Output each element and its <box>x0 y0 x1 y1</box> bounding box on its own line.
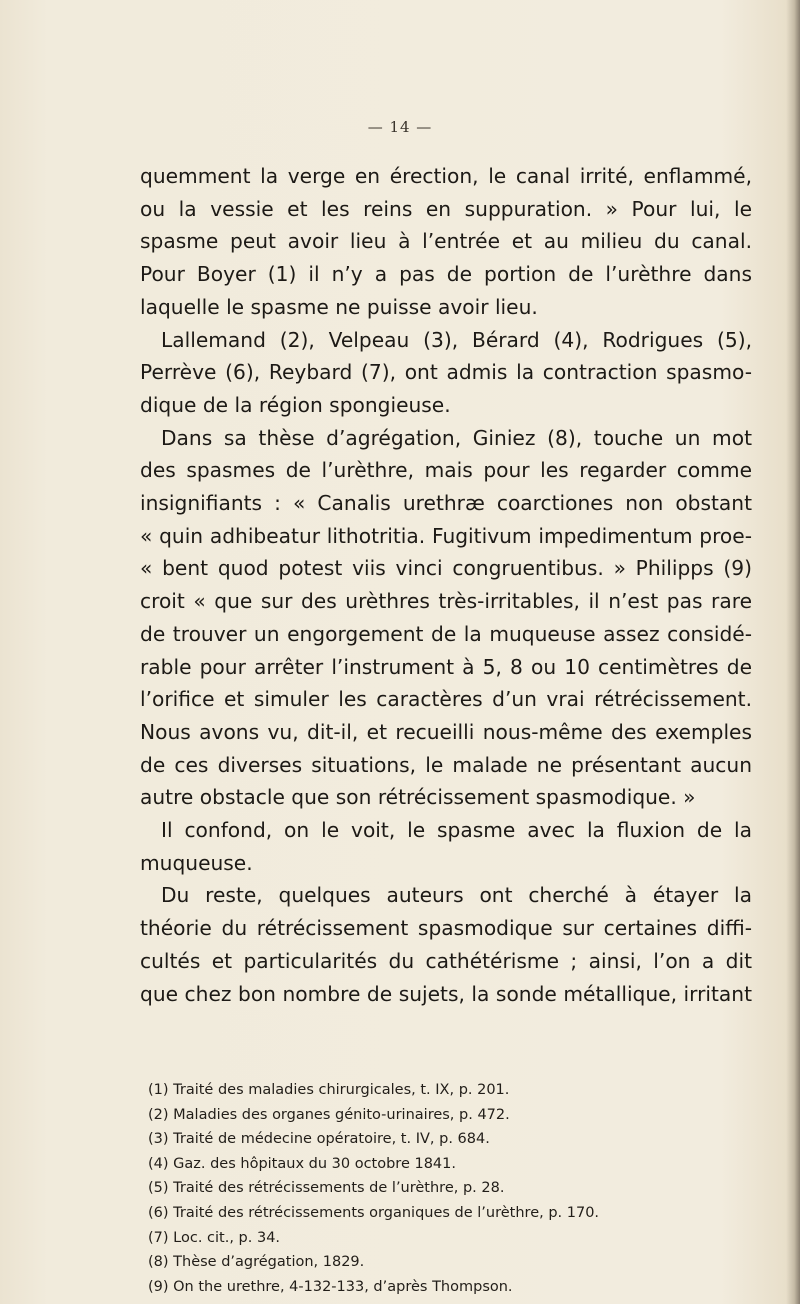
text-line: des spasmes de l’urèthre, mais pour les regarder comme <box>140 458 752 483</box>
footnote-item: (2) Maladies des organes génito-urinaires, p. 472. <box>148 1106 510 1123</box>
main-text <box>140 160 752 1010</box>
text-line: « quin adhibeatur lithotritia. Fugitivum impedimentum proe- <box>140 523 752 548</box>
text-line: l’orifice et simuler les caractères d’un vrai rétrécissement. <box>140 687 752 712</box>
page-number: — 14 — <box>367 118 433 136</box>
text-line: croit « que sur des urèthres très-irritables, il n’est pas rare <box>140 589 752 614</box>
text-line: muqueuse. <box>140 850 253 875</box>
text-line: ou la vessie et les reins en suppuration. » Pour lui, le <box>140 196 752 221</box>
footnote-item: (3) Traité de médecine opératoire, t. IV, p. 684. <box>148 1131 490 1148</box>
footnote-item: (4) Gaz. des hôpitaux du 30 octobre 1841. <box>148 1155 456 1172</box>
text-line: de ces diverses situations, le malade ne présentant aucun <box>140 752 752 777</box>
footnote-item: (9) On the urethre, 4-132-133, d’après Thompson. <box>148 1278 513 1295</box>
footnote-item: (6) Traité des rétrécissements organiques de l’urèthre, p. 170. <box>148 1204 600 1221</box>
text-line: Perrève (6), Reybard (7), ont admis la contraction spasmo- <box>140 360 752 385</box>
text-line: Lallemand (2), Velpeau (3), Bérard (4), Rodrigues (5), <box>161 327 752 352</box>
text-line: Pour Boyer (1) il n’y a pas de portion de l’urèthre dans <box>140 262 752 287</box>
text-line: de trouver un engorgement de la muqueuse assez considé- <box>140 621 752 646</box>
footnote-item: (7) Loc. cit., p. 34. <box>148 1229 281 1246</box>
text-line: que chez bon nombre de sujets, la sonde métallique, irritant <box>140 981 752 1006</box>
text-line: Nous avons vu, dit-il, et recueilli nous-même des exemples <box>140 719 752 744</box>
text-line: autre obstacle que son rétrécissement spasmodique. » <box>140 785 696 810</box>
text-line: laquelle le spasme ne puisse avoir lieu. <box>140 294 538 319</box>
text-line: théorie du rétrécissement spasmodique sur certaines diffi- <box>140 916 752 941</box>
text-line: cultés et particularités du cathétérisme ; ainsi, l’on a dit <box>140 948 752 973</box>
text-line: insignifiants : « Canalis urethræ coarctiones non obstant <box>140 491 752 516</box>
text-line: « bent quod potest viis vinci congruentibus. » Philipps (9) <box>140 556 752 581</box>
footnote-item: (8) Thèse d’agrégation, 1829. <box>148 1254 365 1271</box>
text-line: Du reste, quelques auteurs ont cherché à étayer la <box>161 883 752 908</box>
text-line: Dans sa thèse d’agrégation, Giniez (8), touche un mot <box>161 425 752 450</box>
footnote-item: (5) Traité des rétrécissements de l’urèthre, p. 28. <box>148 1180 505 1197</box>
text-line: dique de la région spongieuse. <box>140 392 451 417</box>
page-edge-shadow <box>786 0 800 1304</box>
text-line: Il confond, on le voit, le spasme avec la fluxion de la <box>161 818 752 843</box>
footnotes <box>148 1078 748 1299</box>
text-line: quemment la verge en érection, le canal irrité, enflammé, <box>140 164 752 188</box>
footnote-item: (1) Traité des maladies chirurgicales, t. IX, p. 201. <box>148 1082 510 1098</box>
text-line: rable pour arrêter l’instrument à 5, 8 ou 10 centimètres de <box>140 654 752 679</box>
text-line: spasme peut avoir lieu à l’entrée et au milieu du canal. <box>140 229 752 254</box>
